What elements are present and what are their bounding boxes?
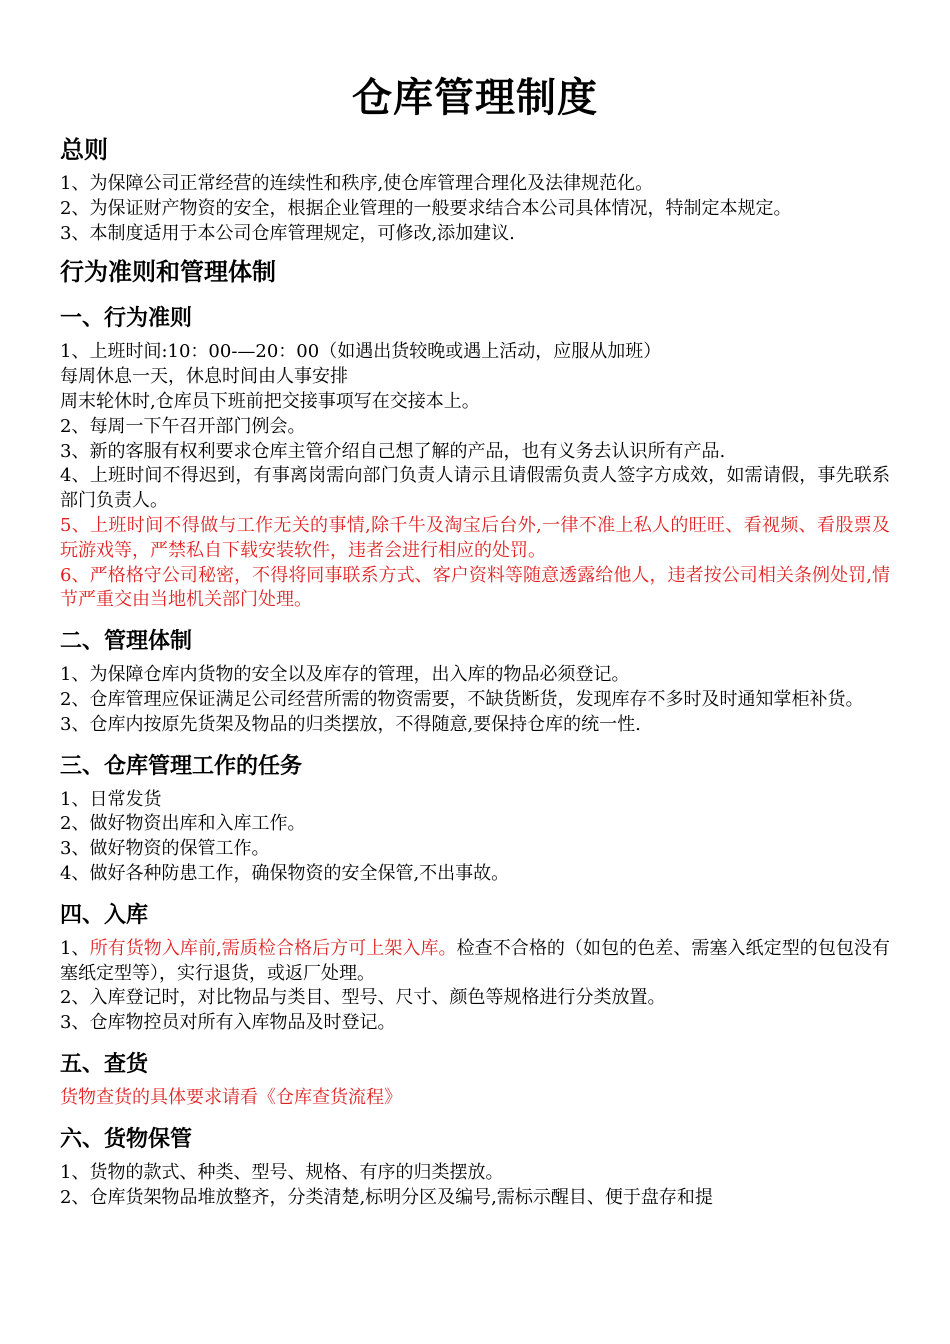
general-item-2: 2、为保证财产物资的安全，根据企业管理的一般要求结合本公司具体情况，特制定本规定。 (60, 197, 792, 219)
section4-item-2: 2、入库登记时，对比物品与类目、型号、尺寸、颜色等规格进行分类放置。 (60, 987, 666, 1009)
section1-item-3: 3、新的客服有权利要求仓库主管介绍自己想了解的产品，也有义务去认识所有产品. (60, 440, 726, 462)
section3-body (60, 788, 890, 887)
section1-item-1c: 周末轮休时,仓库员下班前把交接事项写在交接本上。 (60, 390, 480, 412)
general-item-3: 3、本制度适用于本公司仓库管理规定，可修改,添加建议. (60, 222, 515, 244)
section4-item-1-highlight: 所有货物入库前,需质检合格后方可上架入库。 (89, 937, 457, 959)
section1-item-5: 5、上班时间不得做与工作无关的事情,除千牛及淘宝后台外,一律不准上私人的旺旺、看视频、看股票及玩游戏等，严禁私自下载安装软件，违者会进行相应的处罚。 (60, 514, 890, 561)
section4-item-1-rest: 检查不合格的（如包的色差、需塞入纸定型的包包没有塞纸定型等），实行退货，或返厂处理。 (60, 937, 890, 984)
section1-item-1b: 每周休息一天，休息时间由人事安排 (60, 366, 348, 388)
section1-item-6: 6、严格格守公司秘密，不得将同事联系方式、客户资料等随意透露给他人，违者按公司相关条例处罚,情节严重交由当地机关部门处理。 (60, 564, 890, 611)
section1-item-1: 1、上班时间:10：00-—20：00（如遇出货较晚或遇上活动，应服从加班） (60, 341, 662, 363)
section1-body (60, 340, 890, 613)
section4-heading: 四、入库 (60, 902, 149, 928)
section3-heading: 三、仓库管理工作的任务 (60, 753, 303, 779)
section3-item-2: 2、做好物资出库和入库工作。 (60, 813, 306, 835)
section6-item-1: 1、货物的款式、种类、型号、规格、有序的归类摆放。 (60, 1161, 504, 1183)
section3-item-4: 4、做好各种防患工作，确保物资的安全保管,不出事故。 (60, 862, 510, 884)
section3-item-3: 3、做好物资的保管工作。 (60, 838, 270, 860)
section2-heading: 二、管理体制 (60, 629, 193, 655)
section2-item-1: 1、为保障仓库内货物的安全以及库存的管理，出入库的物品必须登记。 (60, 664, 630, 686)
section1-item-4: 4、上班时间不得迟到，有事离岗需向部门负责人请示且请假需负责人签字方成效，如需请假，事先联系部门负责人。 (60, 465, 890, 512)
section5-link-text: 货物查货的具体要求请看《仓库查货流程》 (60, 1086, 402, 1108)
document-title: 仓库管理制度 (352, 75, 598, 121)
general-item-1: 1、为保障公司正常经营的连续性和秩序,使仓库管理合理化及法律规范化。 (60, 173, 654, 194)
section5-heading: 五、查货 (60, 1051, 149, 1077)
section5-body (60, 1086, 890, 1111)
section4-item-1-prefix: 1、 (60, 937, 90, 959)
section1-item-2: 2、每周一下午召开部门例会。 (60, 415, 306, 437)
conduct-system-heading: 行为准则和管理体制 (60, 258, 276, 287)
section2-item-2: 2、仓库管理应保证满足公司经营所需的物资需要，不缺货断货，发现库存不多时及时通知掌柜补货。 (60, 688, 864, 710)
section6-item-2: 2、仓库货架物品堆放整齐，分类清楚,标明分区及编号,需标示醒目、便于盘存和提 (60, 1186, 713, 1208)
section4-body (60, 937, 890, 1036)
section1-heading: 一、行为准则 (60, 306, 193, 332)
section4-item-1 (60, 937, 890, 987)
section6-body (60, 1161, 890, 1211)
section2-body (60, 663, 890, 737)
section2-item-3: 3、仓库内按原先货架及物品的归类摆放，不得随意,要保持仓库的统一性. (60, 713, 641, 735)
section3-item-1: 1、日常发货 (60, 788, 162, 810)
general-section (60, 172, 890, 246)
general-heading: 总则 (60, 136, 108, 164)
section4-item-3: 3、仓库物控员对所有入库物品及时登记。 (60, 1012, 396, 1034)
section6-heading: 六、货物保管 (60, 1126, 193, 1152)
